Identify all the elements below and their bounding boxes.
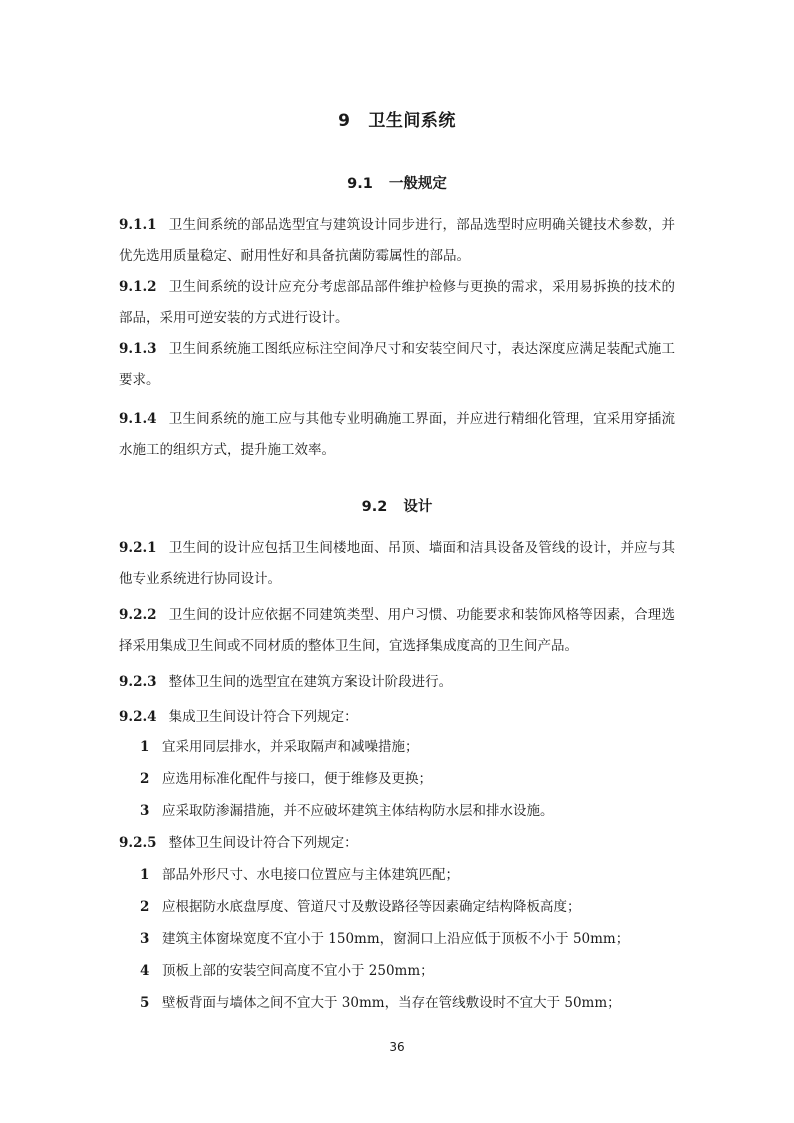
- item-text: 顶板上部的安装空间高度不宜小于 250mm；: [162, 963, 434, 979]
- list-item: [140, 956, 675, 987]
- section-title-text: 设计: [403, 499, 433, 515]
- clause-number: 9.2.4: [119, 709, 157, 725]
- section-number: 9.1: [347, 176, 373, 192]
- list-item: [140, 892, 675, 923]
- item-text: 应根据防水底盘厚度、管道尺寸及敷设路径等因素确定结构降板高度；: [162, 899, 581, 915]
- item-text: 部品外形尺寸、水电接口位置应与主体建筑匹配；: [162, 867, 459, 883]
- clause-9-1-4: [119, 404, 675, 466]
- chapter-title: [0, 106, 794, 131]
- item-number: 3: [140, 803, 150, 819]
- clause-number: 9.1.4: [119, 411, 157, 427]
- clause-9-2-1: [119, 533, 675, 595]
- list-item: [140, 796, 675, 827]
- list-item: [140, 732, 675, 763]
- item-number: 2: [140, 771, 150, 787]
- chapter-title-text: 卫生间系统: [368, 111, 456, 131]
- item-text: 宜采用同层排水，并采取隔声和减噪措施；: [162, 739, 419, 755]
- clause-9-2-2: [119, 600, 675, 662]
- section-title-9-1: [0, 172, 794, 193]
- clause-9-2-5: [119, 828, 675, 859]
- clause-number: 9.1.2: [119, 279, 157, 295]
- chapter-number: 9: [338, 111, 351, 131]
- clause-9-1-3: [119, 334, 675, 396]
- item-number: 1: [140, 867, 150, 883]
- list-item: [140, 924, 675, 955]
- clause-number: 9.2.5: [119, 835, 157, 851]
- item-text: 应选用标准化配件与接口，便于维修及更换；: [162, 771, 432, 787]
- item-number: 5: [140, 995, 150, 1011]
- page-number: 36: [389, 1040, 405, 1054]
- item-number: 2: [140, 899, 150, 915]
- item-text: 壁板背面与墙体之间不宜大于 30mm，当存在管线敷设时不宜大于 50mm；: [162, 995, 621, 1011]
- item-text: 建筑主体窗垛宽度不宜小于 150mm，窗洞口上沿应低于顶板不小于 50mm；: [162, 931, 630, 947]
- clause-text: 卫生间系统的设计应充分考虑部品部件维护检修与更换的需求，采用易拆换的技术的部品，采用可逆安装的方式进行设计。: [119, 279, 675, 326]
- section-title-9-2: [0, 495, 794, 516]
- clause-text: 卫生间系统的施工应与其他专业明确施工界面，并应进行精细化管理，宜采用穿插流水施工的组织方式，提升施工效率。: [119, 411, 675, 458]
- clause-9-1-1: [119, 210, 675, 272]
- clause-9-1-2: [119, 272, 675, 334]
- clause-text: 卫生间的设计应包括卫生间楼地面、吊顶、墙面和洁具设备及管线的设计，并应与其他专业系统进行协同设计。: [119, 540, 675, 587]
- clause-text: 整体卫生间的选型宜在建筑方案设计阶段进行。: [168, 674, 453, 690]
- clause-number: 9.2.2: [119, 607, 157, 623]
- clause-number: 9.1.3: [119, 341, 157, 357]
- clause-9-2-4: [119, 702, 675, 733]
- clause-9-2-3: [119, 667, 675, 698]
- item-number: 1: [140, 739, 150, 755]
- clause-text: 卫生间系统的部品选型宜与建筑设计同步进行，部品选型时应明确关键技术参数，并优先选用质量稳定、耐用性好和具备抗菌防霉属性的部品。: [119, 217, 675, 264]
- list-item: [140, 860, 675, 891]
- clause-text: 卫生间的设计应依据不同建筑类型、用户习惯、功能要求和装饰风格等因素，合理选择采用集成卫生间或不同材质的整体卫生间，宜选择集成度高的卫生间产品。: [119, 607, 675, 654]
- clause-text: 集成卫生间设计符合下列规定：: [168, 709, 358, 725]
- section-number: 9.2: [361, 499, 388, 515]
- list-item: [140, 764, 675, 795]
- clause-number: 9.2.1: [119, 540, 157, 556]
- clause-text: 卫生间系统施工图纸应标注空间净尺寸和安装空间尺寸，表达深度应满足装配式施工要求。: [119, 341, 675, 388]
- clause-text: 整体卫生间设计符合下列规定：: [168, 835, 358, 851]
- list-item: [140, 988, 675, 1019]
- clause-number: 9.2.3: [119, 674, 157, 690]
- item-text: 应采取防渗漏措施，并不应破坏建筑主体结构防水层和排水设施。: [162, 803, 554, 819]
- clause-number: 9.1.1: [119, 217, 157, 233]
- section-title-text: 一般规定: [388, 176, 447, 192]
- item-number: 3: [140, 931, 150, 947]
- item-number: 4: [140, 963, 150, 979]
